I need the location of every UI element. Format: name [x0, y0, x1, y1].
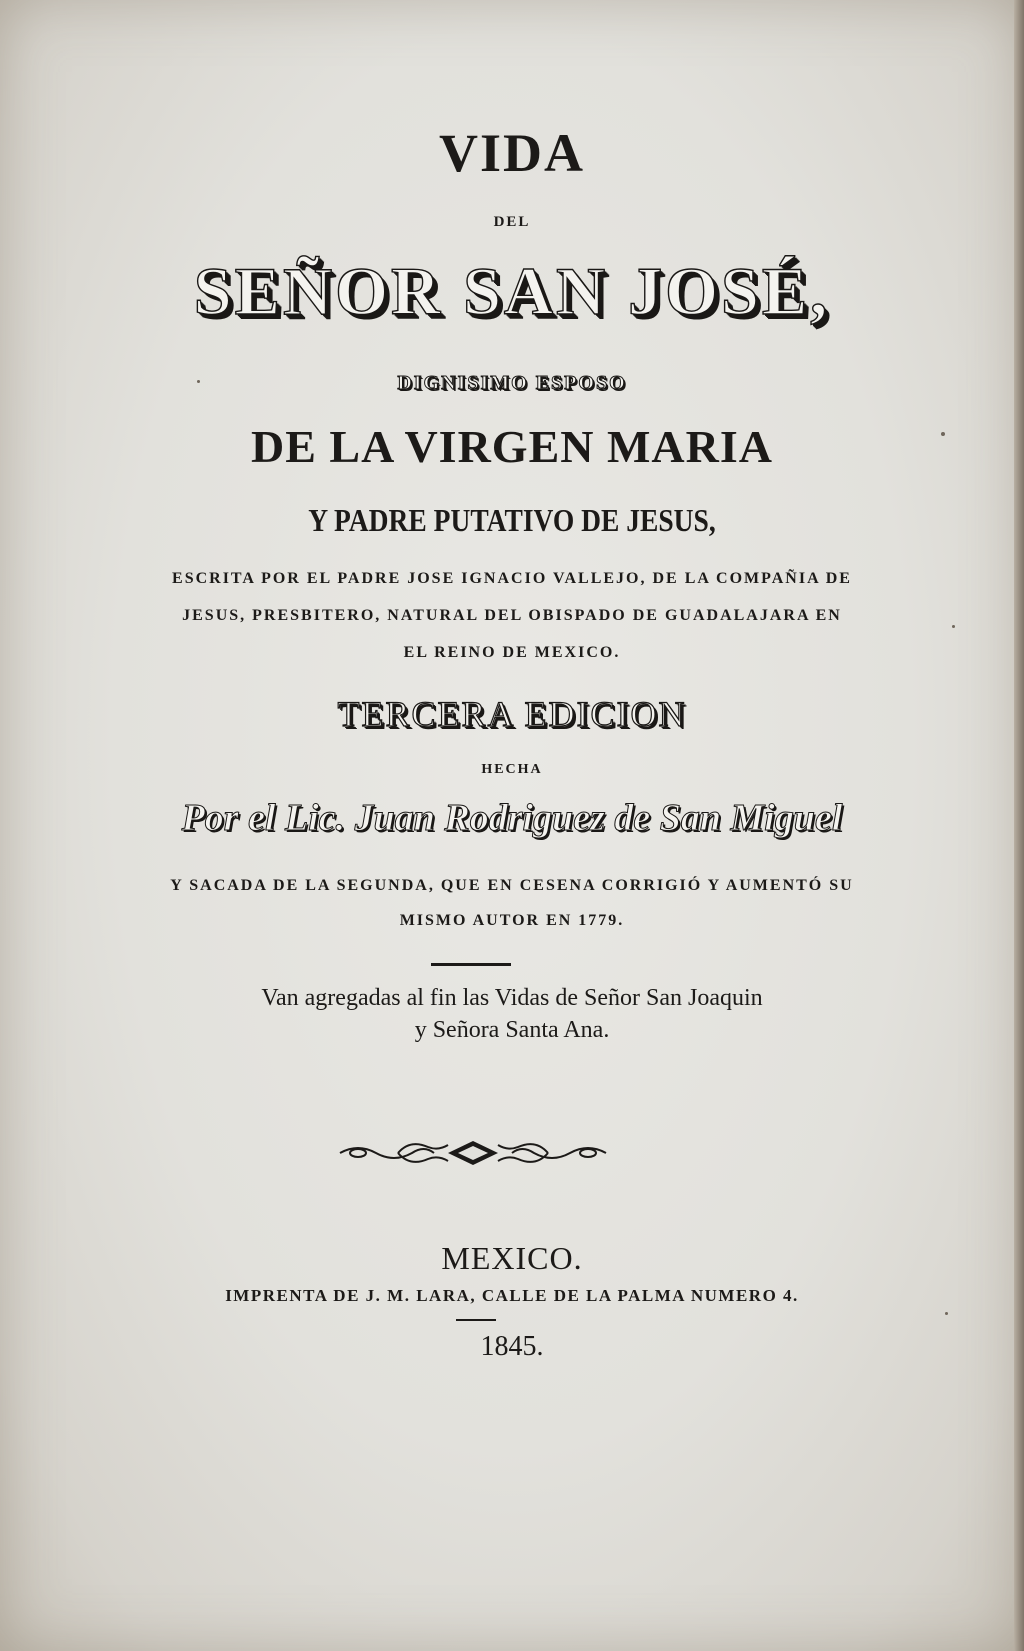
editor-name: Por el Lic. Juan Rodriguez de San Miguel	[181, 797, 843, 839]
heading-padre-putativo: Y PADRE PUTATIVO DE JESUS,	[308, 502, 716, 538]
author-line-3: EL REINO DE MEXICO.	[403, 644, 621, 661]
author-line-1: ESCRITA POR EL PADRE JOSE IGNACIO VALLEJO, DE LA COMPAÑIA DE	[172, 570, 852, 587]
divider-rule	[431, 963, 511, 966]
appendix-note-line-2: y Señora Santa Ana.	[414, 1017, 610, 1043]
author-line-2: JESUS, PRESBITERO, NATURAL DEL OBISPADO DE GUADALAJARA EN	[182, 607, 842, 624]
source-line-1: Y SACADA DE LA SEGUNDA, QUE EN CESENA CORRIGIÓ Y AUMENTÓ SU	[170, 877, 854, 894]
paper-speck	[945, 1312, 948, 1315]
imprint-year: 1845.	[480, 1331, 544, 1362]
heading-virgen-maria: DE LA VIRGEN MARIA	[251, 421, 773, 472]
edition-heading: TERCERA EDICION	[337, 694, 687, 734]
appendix-note-line-1: Van agregadas al fin las Vidas de Señor San Joaquin	[261, 985, 763, 1011]
paper-speck	[952, 625, 955, 628]
imprint-place: MEXICO.	[441, 1240, 583, 1276]
edition-hecha: HECHA	[481, 762, 543, 777]
subheading-dignisimo-esposo: DIGNISIMO ESPOSO	[397, 372, 627, 394]
ornament-flourish	[338, 1133, 608, 1173]
paper-speck	[941, 432, 945, 436]
heading-vida: VIDA	[438, 123, 585, 183]
paper-speck	[197, 380, 200, 383]
heading-senor-san-jose: SEÑOR SAN JOSÉ,	[193, 253, 831, 329]
source-line-2: MISMO AUTOR EN 1779.	[399, 912, 625, 929]
imprint-rule	[456, 1319, 496, 1321]
imprint-printer: IMPRENTA DE J. M. LARA, CALLE DE LA PALMA NUMERO 4.	[225, 1286, 799, 1305]
heading-del: DEL	[493, 214, 531, 230]
